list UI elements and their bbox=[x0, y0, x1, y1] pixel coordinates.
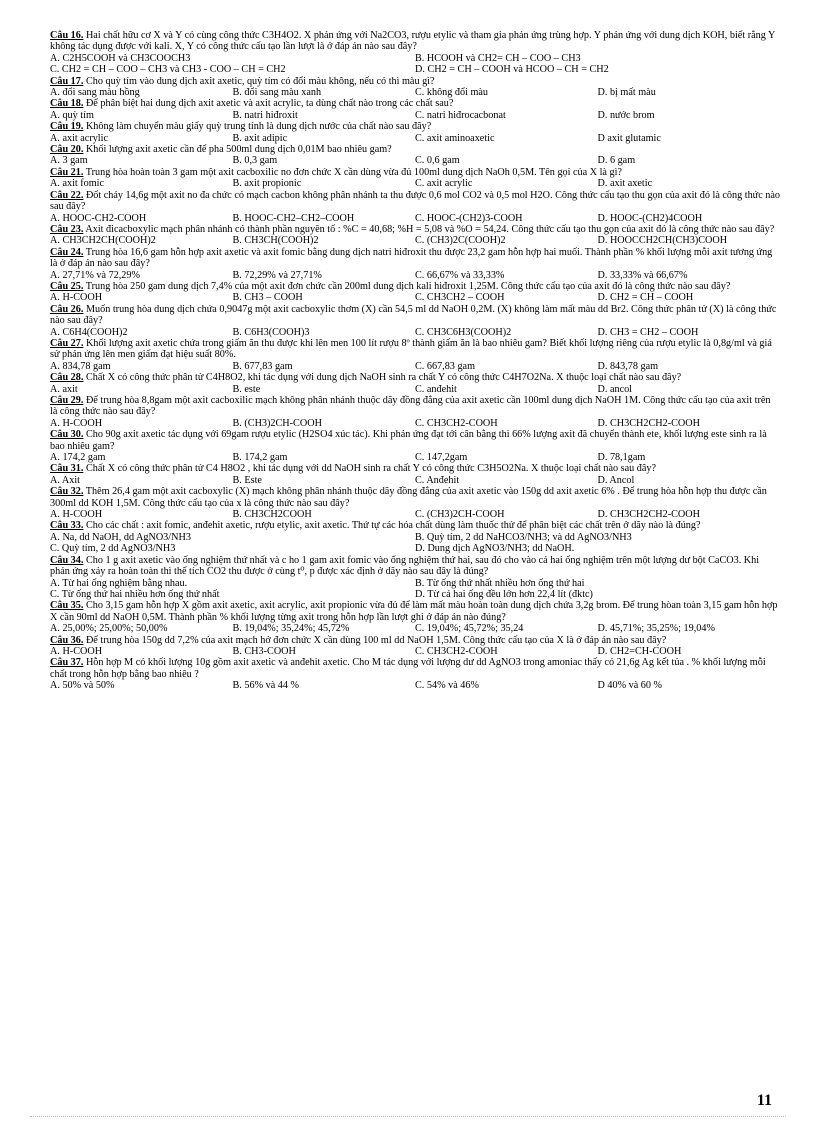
answer-option: D. 45,71%; 35,25%; 19,04% bbox=[597, 623, 715, 635]
question-block bbox=[50, 247, 780, 281]
answer-option: A. 834,78 gam bbox=[50, 360, 111, 372]
question-body: Muốn trung hòa dung dịch chứa 0,9047g một axit cacboxylic thơm (X) cần 54,5 ml dd NaOH 0,2M. (X) không làm mất màu dd Br2. Công thức phân tử (X) là công thức nào sau đây? bbox=[50, 303, 777, 327]
answer-option: B. Từ ống thứ nhất nhiều hơn ống thứ hai bbox=[415, 577, 585, 589]
answer-option: C. 19,04%; 45,72%; 35,24 bbox=[415, 623, 524, 635]
question-label: Câu 23. bbox=[50, 223, 84, 235]
answer-option: B. HCOOH và CH2= CH – COO – CH3 bbox=[415, 52, 581, 64]
answer-option: D. Ancol bbox=[597, 474, 635, 486]
question-body: Trung hòa 250 gam dung dịch 7,4% của một axit đơn chức cần 200ml dung dịch kali hiđroxit 1,25M. Công thức cấu tạo của axit đó là công thức nào sau đây? bbox=[83, 280, 731, 292]
question-block bbox=[50, 167, 780, 190]
question-body: Cho các chất : axit fomic, anđehit axetic, rượu etylic, axit axetic. Thứ tự các hóa chất dùng làm thuốc thử để phân biệt các chất trên ở dãy nào là đúng? bbox=[83, 520, 701, 532]
question-text bbox=[50, 30, 780, 53]
question-label: Câu 22. bbox=[50, 189, 84, 201]
question-label: Câu 26. bbox=[50, 303, 84, 315]
question-text bbox=[50, 600, 780, 623]
question-body: Chất X có công thức phân tử C4H8O2, khi tác dụng với dung dịch NaOH sinh ra chất Y có công thức C4H7O2Na. X thuộc loại chất nào sau đây? bbox=[83, 372, 682, 384]
answer-option: B. axit propionic bbox=[232, 178, 302, 190]
question-body: Axit đicacboxylic mạch phân nhánh có thành phần nguyên tố : %C = 40,68; %H = 5,08 và %O = 54,24. Công thức cấu tạo thu gọn của axit đó là công thức nào sau đây? bbox=[83, 223, 775, 235]
answer-option: A. H-COOH bbox=[50, 645, 103, 657]
question-text bbox=[50, 635, 780, 646]
document-page bbox=[50, 30, 780, 692]
question-label: Câu 24. bbox=[50, 246, 84, 258]
answer-options bbox=[50, 133, 780, 144]
answer-option: A. 27,71% và 72,29% bbox=[50, 269, 140, 281]
question-body: Khối lượng axit axetic cần để pha 500ml dung dịch 0,01M bao nhiêu gam? bbox=[83, 144, 392, 156]
answer-options bbox=[50, 623, 780, 634]
answer-option: C. 54% và 46% bbox=[415, 680, 479, 692]
answer-option: B. este bbox=[232, 383, 261, 395]
question-text bbox=[50, 247, 780, 270]
question-text bbox=[50, 144, 780, 155]
question-block bbox=[50, 338, 780, 372]
question-text bbox=[50, 98, 780, 109]
question-body: Hỗn hợp M có khối lượng 10g gồm axit axetic và anđehit axetic. Cho M tác dụng với lượng dư dd AgNO3 trong amoniac thấy có 21,6g Ag kết tủa . % khối lượng mỗi chất trong hỗn hợp bằng bao nhiêu ? bbox=[50, 657, 766, 680]
question-label: Câu 29. bbox=[50, 395, 84, 406]
question-text bbox=[50, 463, 780, 474]
answer-options bbox=[50, 213, 780, 224]
question-block bbox=[50, 121, 780, 144]
answer-option: D. CH2 = CH – COOH và HCOO – CH = CH2 bbox=[415, 64, 609, 76]
question-body: Cho 90g axit axetic tác dụng với 69gam rượu etylic (H2SO4 xúc tác). Khi phản ứng đạt tới cân bằng thì 66% lượng axit đã chuyển thành ete, khối lượng este sinh ra là bao nhiêu gam? bbox=[50, 429, 767, 452]
answer-option: D. HOOC-(CH2)4COOH bbox=[597, 212, 703, 224]
question-block bbox=[50, 635, 780, 658]
answer-option: C. 66,67% và 33,33% bbox=[415, 269, 505, 281]
question-label: Câu 21. bbox=[50, 166, 84, 178]
question-body: Cho 3,15 gam hỗn hợp X gồm axit axetic, axit acrylic, axit propionic vừa đủ để làm mất màu hoàn toàn dung dịch chứa 3,2g brom. Để trung hòan toàn 3,15 gam hỗn hợp X cần 90ml dd NaOH 0,5M. Thành phần % khối lượng từng axit trong hỗn hợp lần lượt ghi ở đáp án nào đúng? bbox=[50, 600, 778, 623]
answer-options bbox=[50, 87, 780, 98]
answer-option: C. 0,6 gam bbox=[415, 155, 460, 167]
answer-option: B. CH3CH(COOH)2 bbox=[232, 235, 319, 247]
question-text bbox=[50, 338, 780, 361]
answer-options bbox=[50, 475, 780, 486]
question-label: Câu 28. bbox=[50, 372, 84, 384]
answer-options bbox=[50, 270, 780, 281]
answer-option: D. axit axetic bbox=[597, 178, 653, 190]
answer-option: C. CH3CH2-COOH bbox=[415, 417, 498, 429]
answer-option: A. C6H4(COOH)2 bbox=[50, 326, 128, 338]
question-block bbox=[50, 395, 780, 429]
answer-option: C. Từ ống thứ hai nhiều hơn ống thứ nhất bbox=[50, 588, 220, 600]
footer-divider bbox=[30, 1116, 786, 1117]
answer-option: A. H-COOH bbox=[50, 417, 103, 429]
answer-option: D. 78,1gam bbox=[597, 452, 646, 464]
answer-option: D. Từ cả hai ống đều lớn hơn 22,4 lít (đktc) bbox=[415, 588, 593, 600]
answer-option: C. natri hiđrocacbonat bbox=[415, 109, 506, 121]
question-text bbox=[50, 372, 780, 383]
answer-option: B. CH3 – COOH bbox=[232, 292, 303, 304]
question-label: Câu 32. bbox=[50, 486, 84, 498]
answer-option: B. natri hiđroxit bbox=[232, 109, 298, 121]
question-label: Câu 20. bbox=[50, 144, 84, 156]
question-label: Câu 33. bbox=[50, 520, 84, 532]
question-body: Đốt cháy 14,6g một axit no đa chức có mạch cacbon không phân nhánh ta thu được 0,6 mol CO2 và 0,5 mol H2O. Công thức cấu tạo thu gọn của axit đó là công thức nào sau đây? bbox=[50, 189, 780, 213]
question-body: Để trung hòa 8,8gam một axit cacboxilic mạch không phân nhánh thuộc dãy đồng đẳng của axit axetic cần 100ml dung dịch NaOH 1M. Công thức cấu tạo của axit trên là công thức nào sau đây? bbox=[50, 395, 771, 418]
answer-option: A. 50% và 50% bbox=[50, 680, 115, 692]
answer-option: A. C2H5COOH và CH3COOCH3 bbox=[50, 52, 191, 64]
answer-option: D. 6 gam bbox=[597, 155, 636, 167]
answer-option: D. CH2=CH-COOH bbox=[597, 645, 682, 657]
question-body: Không làm chuyển màu giấy quỳ trung tính là dung dịch nước của chất nào sau đây? bbox=[83, 121, 432, 133]
answer-option: B. (CH3)2CH-COOH bbox=[232, 417, 322, 429]
answer-option: B. HOOC-CH2–CH2–COOH bbox=[232, 212, 355, 224]
answer-option: B. đổi sang màu xanh bbox=[232, 87, 322, 99]
answer-option: C. Quỳ tím, 2 dd AgNO3/NH3 bbox=[50, 543, 176, 555]
question-text bbox=[50, 224, 780, 235]
question-label: Câu 31. bbox=[50, 463, 84, 475]
answer-option: D. CH2 = CH – COOH bbox=[597, 292, 694, 304]
answer-option: D. CH3CH2CH2-COOH bbox=[597, 417, 700, 429]
question-text bbox=[50, 281, 780, 292]
question-label: Câu 18. bbox=[50, 98, 84, 110]
question-block bbox=[50, 281, 780, 304]
answer-option: D. ancol bbox=[597, 383, 633, 395]
question-text bbox=[50, 520, 780, 531]
question-label: Câu 37. bbox=[50, 657, 84, 669]
answer-option: A. 3 gam bbox=[50, 155, 88, 167]
answer-option: B. 677,83 gam bbox=[232, 360, 293, 372]
answer-options bbox=[50, 53, 780, 76]
question-body: Thêm 26,4 gam một axit cacboxylic (X) mạch không phân nhánh thuộc dãy đồng đẳng của axit axetic vào 150g dd axit axetic 6% . Để trung hòa hỗn hợp thu được cần 300ml dd KOH 1,5M. Công thức cấu tạo của x là công thức nào sau đây? bbox=[50, 486, 767, 509]
question-body: Hai chất hữu cơ X và Y có cùng công thức C3H4O2. X phản ứng với Na2CO3, rượu etylic và tham gia phản ứng trùng hợp. Y phản ứng với dung dịch KOH, biết rằng Y không tác dụng được với kali. X, Y có công thức cấu tạo lần lượt là ở đáp án nào sau đây? bbox=[50, 30, 775, 53]
answer-option: C. 147,2gam bbox=[415, 452, 468, 464]
answer-option: C. CH3CH2 – COOH bbox=[415, 292, 505, 304]
question-body: Chất X có công thức phân tử C4 H8O2 , khi tác dụng với dd NaOH sinh ra chất Y có công thức C3H5O2Na. X thuộc loại chất nào sau đây? bbox=[83, 463, 657, 475]
answer-option: B. 56% và 44 % bbox=[232, 680, 299, 692]
answer-options bbox=[50, 292, 780, 303]
question-text bbox=[50, 304, 780, 327]
question-block bbox=[50, 76, 780, 99]
question-block bbox=[50, 486, 780, 520]
answer-option: A. H-COOH bbox=[50, 292, 103, 304]
answer-options bbox=[50, 155, 780, 166]
answer-option: A. axit fomic bbox=[50, 178, 105, 190]
question-body: Trung hòa 16,6 gam hỗn hợp axit axetic và axit fomic bằng dung dịch natri hiđroxit thu được 23,2 gam hỗn hợp hai muối. Thành phần % khối lượng mỗi axit tương ứng là ở đáp án nào sau đây? bbox=[50, 246, 773, 270]
answer-option: A. axit acrylic bbox=[50, 132, 108, 144]
answer-options bbox=[50, 418, 780, 429]
answer-option: A. HOOC-CH2-COOH bbox=[50, 212, 147, 224]
answer-option: B. CH3CH2COOH bbox=[232, 509, 312, 521]
answer-options bbox=[50, 646, 780, 657]
answer-option: A. 25,00%; 25,00%; 50,00% bbox=[50, 623, 168, 635]
answer-option: A. Axit bbox=[50, 474, 80, 486]
question-text bbox=[50, 121, 780, 132]
answer-options bbox=[50, 178, 780, 189]
answer-options bbox=[50, 361, 780, 372]
question-label: Câu 27. bbox=[50, 337, 84, 349]
answer-option: D 40% và 60 % bbox=[597, 680, 663, 692]
answer-option: B. axit adipic bbox=[232, 132, 288, 144]
question-label: Câu 17. bbox=[50, 75, 84, 87]
question-text bbox=[50, 486, 780, 509]
answer-option: A. CH3CH2CH(COOH)2 bbox=[50, 235, 156, 247]
answer-option: D. CH3 = CH2 – COOH bbox=[597, 326, 699, 338]
question-block bbox=[50, 372, 780, 395]
answer-options bbox=[50, 578, 780, 601]
answer-option: B. 72,29% và 27,71% bbox=[232, 269, 322, 281]
question-label: Câu 19. bbox=[50, 121, 84, 133]
answer-options bbox=[50, 532, 780, 555]
answer-options bbox=[50, 680, 780, 691]
answer-option: B. Este bbox=[232, 474, 262, 486]
question-body: Khối lượng axit axetic chứa trong giấm ăn thu được khi lên men 100 lít rượu 8º thành giấm ăn là bao nhiêu gam? Biết khối lượng riêng của rượu etylic là 0,8g/ml và giả sử phản ứng lên men giấm đạt hiệu suất 80%. bbox=[50, 337, 772, 361]
answer-option: C. 667,83 gam bbox=[415, 360, 475, 372]
question-text bbox=[50, 657, 780, 680]
answer-option: A. Từ hai ống nghiệm bằng nhau. bbox=[50, 577, 188, 589]
question-label: Câu 35. bbox=[50, 600, 84, 612]
answer-option: B. 0,3 gam bbox=[232, 155, 278, 167]
answer-options bbox=[50, 235, 780, 246]
answer-option: D. 843,78 gam bbox=[597, 360, 659, 372]
question-label: Câu 36. bbox=[50, 634, 84, 646]
question-body: Để trung hòa 150g dd 7,2% của axit mạch hở đơn chức X cần dùng 100 ml dd NaOH 1,5M. Công thức cấu tạo của X là ở đáp án nào sau đây? bbox=[83, 634, 667, 646]
question-label: Câu 16. bbox=[50, 30, 84, 41]
question-body: Trung hòa hoàn toàn 3 gam một axit cacboxilic no đơn chức X cần dùng vừa đủ 100ml dung dịch NaOh 0,5M. Tên gọi của X là gì? bbox=[83, 166, 622, 178]
question-block bbox=[50, 600, 780, 634]
answer-options bbox=[50, 509, 780, 520]
question-block bbox=[50, 429, 780, 463]
question-text bbox=[50, 555, 780, 578]
question-body: Cho 1 g axit axetic vào ống nghiệm thứ nhất và c ho 1 gam axit fomic vào ống nghiệm thứ hai, sau đó cho vào cả hai ống nghiệm trên một lượng dư bột CaCO3. Khi phản ứng xảy ra hoàn toàn thì thể tích CO2 thu được ở cùng t⁰, p được xác định ở dãy nào sau đây là đúng? bbox=[50, 554, 760, 578]
answer-option: B. C6H3(COOH)3 bbox=[232, 326, 310, 338]
answer-option: A. axit bbox=[50, 383, 78, 395]
answer-option: C. (CH3)2C(COOH)2 bbox=[415, 235, 506, 247]
question-block bbox=[50, 224, 780, 247]
question-label: Câu 34. bbox=[50, 554, 84, 566]
answer-option: C. anđehit bbox=[415, 383, 457, 395]
answer-option: A. 174,2 gam bbox=[50, 452, 106, 464]
page-number: 11 bbox=[756, 1092, 772, 1109]
question-block bbox=[50, 98, 780, 121]
answer-options bbox=[50, 384, 780, 395]
answer-option: C. (CH3)2CH-COOH bbox=[415, 509, 505, 521]
answer-option: A. đổi sang màu hồng bbox=[50, 87, 140, 99]
answer-option: D. Dung dịch AgNO3/NH3; dd NaOH. bbox=[415, 543, 575, 555]
question-block bbox=[50, 657, 780, 691]
answer-options bbox=[50, 110, 780, 121]
answer-option: A. quỳ tím bbox=[50, 109, 94, 121]
answer-option: A. Na, dd NaOH, dd AgNO3/NH3 bbox=[50, 531, 191, 543]
answer-option: A. H-COOH bbox=[50, 509, 103, 521]
answer-option: D axit glutamic bbox=[597, 132, 661, 144]
question-block bbox=[50, 304, 780, 338]
question-body: Cho quỳ tím vào dung dịch axit axetic, quỳ tím có đổi màu không, nếu có thì màu gì? bbox=[83, 75, 435, 87]
answer-option: B. 19,04%; 35,24%; 45,72% bbox=[232, 623, 350, 635]
question-text bbox=[50, 190, 780, 213]
answer-option: D. CH3CH2CH2-COOH bbox=[597, 509, 700, 521]
question-block bbox=[50, 190, 780, 224]
answer-option: C. Anđehit bbox=[415, 474, 460, 486]
question-block bbox=[50, 520, 780, 554]
answer-options bbox=[50, 327, 780, 338]
answer-option: D. 33,33% và 66,67% bbox=[597, 269, 688, 281]
answer-option: C. HOOC-(CH2)3-COOH bbox=[415, 212, 523, 224]
question-block bbox=[50, 555, 780, 601]
answer-option: D. HOOCCH2CH(CH3)COOH bbox=[597, 235, 728, 247]
answer-option: B. CH3-COOH bbox=[232, 645, 296, 657]
answer-option: D. nước brom bbox=[597, 109, 655, 121]
answer-option: C. CH3CH2-COOH bbox=[415, 645, 498, 657]
answer-option: C. CH3C6H3(COOH)2 bbox=[415, 326, 512, 338]
question-text bbox=[50, 76, 780, 87]
question-text bbox=[50, 429, 780, 452]
question-block bbox=[50, 463, 780, 486]
answer-option: B. 174,2 gam bbox=[232, 452, 288, 464]
question-text bbox=[50, 167, 780, 178]
answer-option: C. CH2 = CH – COO – CH3 và CH3 - COO – CH = CH2 bbox=[50, 64, 286, 76]
question-body: Để phân biệt hai dung dịch axit axetic và axit acrylic, ta dùng chất nào trong các chất sau? bbox=[83, 98, 454, 110]
answer-option: B. Quỳ tím, 2 dd NaHCO3/NH3; và dd AgNO3/NH3 bbox=[415, 531, 632, 543]
answer-option: C. axit acrylic bbox=[415, 178, 473, 190]
question-block bbox=[50, 30, 780, 76]
answer-option: D. bị mất màu bbox=[597, 87, 656, 99]
question-block bbox=[50, 144, 780, 167]
answer-option: C. không đổi màu bbox=[415, 87, 489, 99]
question-label: Câu 30. bbox=[50, 429, 84, 441]
answer-option: C. axit aminoaxetic bbox=[415, 132, 495, 144]
question-text bbox=[50, 395, 780, 418]
answer-options bbox=[50, 452, 780, 463]
question-label: Câu 25. bbox=[50, 280, 84, 292]
